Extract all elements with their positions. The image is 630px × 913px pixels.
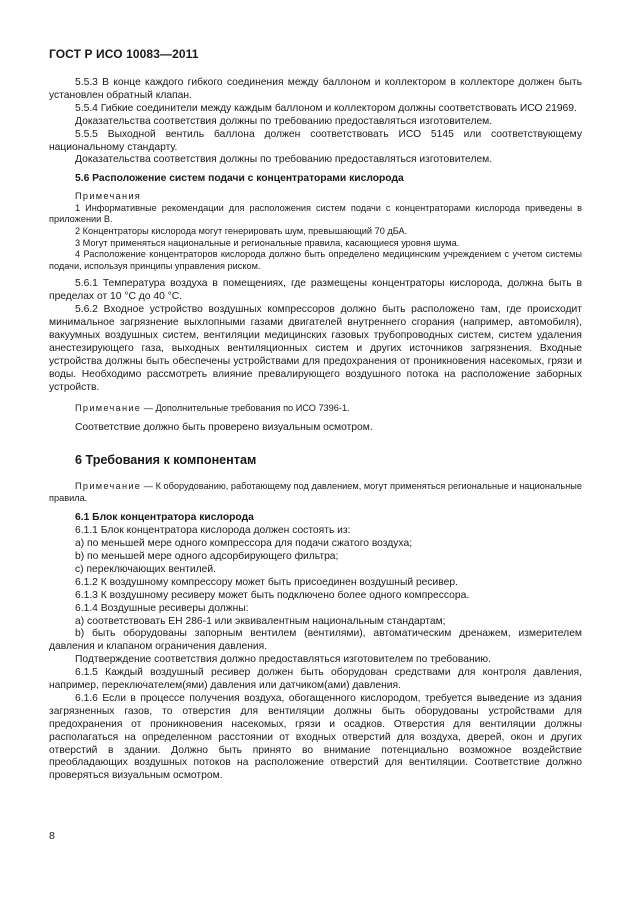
paragraph-6-1-5: 6.1.5 Каждый воздушный ресивер должен быть оборудован средствами для контроля давления, например, переключателем(ями) давления или датчиком(ами) давления. [49,667,582,692]
list-item-6-1-1-c: с) переключающих вентилей. [75,563,216,575]
list-item-6-1-1-a: а) по меньшей мере одного компрессора для подачи сжатого воздуха; [75,538,413,550]
section-heading-6-1: 6.1 Блок концентратора кислорода [75,512,254,524]
note-label: Примечание [75,481,142,492]
paragraph-5-5-5-evidence: Доказательства соответствия должны по требованию предоставляться изготовителем. [75,154,493,166]
note-label: Примечание [75,402,142,413]
paragraph-5-6-2: 5.6.2 Входное устройство воздушных компрессоров должно быть расположено там, где происходит минимальное загрязнение выхлопными газами двигателей внутреннего сгорания (например, автомобиля), вакуумных воздушных систем, вентиляции медицинских газовых трубопроводных систем, систем удаления анестезирующего газа, выходных вентиляционных систем и других источников загрязнения. Входные устройства должны быть обеспечены устройствами для предохранения от проникновения насекомых, грязи и воды. Необходимо рассмотреть влияние превалирующего воздушного потока на расположение заборных устройств. [49,304,582,393]
section-heading-5-6: 5.6 Расположение систем подачи с концентраторами кислорода [75,173,404,185]
note-3: 3 Могут применяться национальные и региональные правила, касающиеся уровня шума. [75,237,460,248]
note-6 [49,481,582,504]
note-5-6-2 [49,403,582,415]
list-item-6-1-4-a: а) соответствовать ЕН 286-1 или эквивалентным национальным стандартам; [75,615,446,627]
note-2: 2 Концентраторы кислорода могут генерировать шум, превышающий 70 дБА. [75,226,408,237]
paragraph-5-6-1: 5.6.1 Температура воздуха в помещениях, где размещены концентраторы кислорода, должна быть в пределах от 10 °С до 40 °С. [49,278,582,303]
paragraph-6-1-3: 6.1.3 К воздушному ресиверу может быть подключено более одного компрессора. [75,589,470,601]
paragraph-6-1-6: 6.1.6 Если в процессе получения воздуха, обогащенного кислородом, требуется выведение из здания загрязненных газов, то отверстия для вентиляции должны быть оборудованы устройствами для предохранения от проникновения насекомых, грязи и осадков. Отверстия для вентиляции должны располагаться на определенном расстоянии от входных отверстий для воздуха, дверей, окон и других отверстий в здании. Должно быть принято во внимание потенциально возможное воздействие преобладающих воздушных потоков на расположение отверстий для вентиляции. Соответствие должно проверяться визуальным осмотром. [49,692,582,782]
page-number: 8 [49,830,55,842]
page-content [49,77,582,783]
paragraph-5-5-4-evidence: Доказательства соответствия должны по требованию предоставляться изготовителем. [75,115,493,127]
paragraph-6-1-2: 6.1.2 К воздушному компрессору может быть присоединен воздушный ресивер. [75,576,458,588]
note-4: 4 Расположение концентраторов кислорода должно быть определено медицинским учреждением с учетом системы подачи, используя принципы управления риском. [49,249,582,271]
note-text: — Дополнительные требования по ИСО 7396-1. [141,402,350,413]
list-item-6-1-1-b: b) по меньшей мере одного адсорбирующего фильтра; [75,550,339,562]
paragraph-5-5-5: 5.5.5 Выходной вентиль баллона должен соответствовать ИСО 5145 или соответствующему национальному стандарту. [49,128,582,153]
paragraph-5-5-4: 5.5.4 Гибкие соединители между каждым баллоном и коллектором должны соответствовать ИСО 21969. [75,102,577,114]
section-heading-6: 6 Требования к компонентам [75,453,257,468]
paragraph-6-1-4: 6.1.4 Воздушные ресиверы должны: [75,602,249,614]
paragraph-6-1-4-confirmation: Подтверждение соответствия должно предоставляться изготовителем по требованию. [75,654,491,666]
paragraph-5-6-2-compliance: Соответствие должно быть проверено визуальным осмотром. [75,422,373,434]
note-text: — К оборудованию, работающему под давлением, могут применяться региональные и национальные правила. [49,481,582,503]
note-1: 1 Информативные рекомендации для расположения систем подачи с концентраторами кислорода приведены в приложении В. [49,202,582,225]
paragraph-6-1-1: 6.1.1 Блок концентратора кислорода должен состоять из: [75,525,351,537]
notes-label: Примечания [75,191,142,202]
document-header: ГОСТ Р ИСО 10083—2011 [49,47,199,61]
list-item-6-1-4-b: b) быть оборудованы запорным вентилем (вентилями), автоматическим дренажем, измерителем давления и клапаном ограничения давления. [49,628,582,653]
paragraph-5-5-3: 5.5.3 В конце каждого гибкого соединения между баллоном и коллектором в коллекторе должен быть установлен обратный клапан. [49,77,582,101]
